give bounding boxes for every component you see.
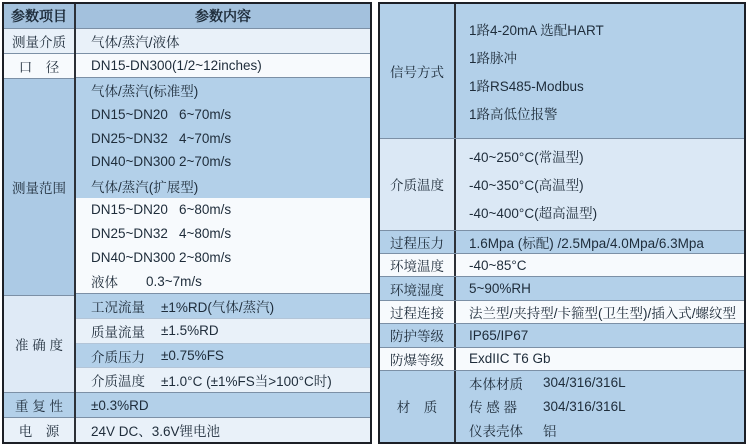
row-value-line	[469, 281, 744, 296]
row-value: 气体/蒸汽/液体	[91, 34, 180, 50]
row-value: 1路脉冲	[469, 51, 518, 67]
row-sublabel: DN15~DN20	[91, 106, 168, 122]
table-section	[380, 4, 744, 138]
right-parameter-table	[378, 2, 746, 444]
section-label-text: 口 径	[18, 60, 60, 75]
row-sublabel: DN25~DN32	[91, 130, 168, 146]
table-row	[76, 367, 370, 392]
section-label	[380, 231, 456, 253]
row-value: ±1.0°C (±1%FS当>100°C时)	[161, 374, 332, 390]
section-content	[456, 301, 744, 323]
section-label-text: 准 确 度	[14, 338, 63, 353]
section-content	[456, 371, 744, 442]
section-label-text: 电 源	[18, 424, 60, 439]
table-row	[76, 126, 370, 150]
row-value: IP65/IP67	[469, 327, 529, 343]
section-label-text: 测量介质	[12, 35, 66, 50]
row-value: 4~80m/s	[179, 225, 232, 241]
row-value: 304/316/316L	[543, 375, 626, 391]
section-label	[380, 277, 456, 299]
section-label-text: 环境温度	[390, 259, 444, 275]
table-section	[380, 323, 744, 346]
row-value-line	[469, 258, 744, 273]
section-content	[456, 231, 744, 253]
row-sublabel: DN40~DN300	[91, 249, 176, 265]
table-section	[380, 253, 744, 276]
row-sublabel: 介质温度	[91, 374, 145, 390]
section-label	[4, 78, 74, 295]
row-value: 1路4-20mA 选配HART	[469, 23, 604, 39]
section-label-text: 防护等级	[390, 329, 444, 345]
table-row	[76, 293, 370, 318]
row-value-line	[469, 43, 744, 71]
row-value: 304/316/316L	[543, 398, 626, 414]
table-row	[76, 28, 370, 53]
section-label-text: 环境湿度	[390, 282, 444, 298]
row-sublabel: 本体材质	[469, 376, 523, 392]
row-value: 2~70m/s	[179, 154, 232, 170]
column-header-label: 参数内容	[195, 7, 251, 24]
row-sublabel: DN15~DN20	[91, 202, 168, 218]
table-row	[76, 77, 370, 102]
section-content	[456, 348, 744, 370]
table-row	[76, 198, 370, 222]
section-label	[4, 28, 74, 53]
table-row	[76, 53, 370, 78]
row-sublabel: 传 感 器	[469, 400, 518, 416]
parameter-content-column	[76, 4, 370, 442]
row-value: 气体/蒸汽(扩展型)	[91, 179, 199, 195]
section-label	[4, 417, 74, 442]
row-value: 4~70m/s	[179, 130, 232, 146]
table-row	[76, 417, 370, 442]
section-label	[4, 392, 74, 417]
table-row	[76, 392, 370, 417]
section-label-text: 材 质	[396, 400, 438, 416]
section-label-text: 重 复 性	[14, 399, 63, 414]
row-value: 法兰型/夹持型/卡箍型(卫生型)/插入式/螺纹型	[469, 306, 736, 322]
row-value: -40~400°C(超高温型)	[469, 206, 598, 222]
table-row	[76, 318, 370, 343]
row-value-line	[469, 351, 744, 366]
section-label	[380, 139, 456, 229]
row-value-line	[469, 170, 744, 198]
section-label-text: 测量范围	[12, 181, 66, 196]
section-label-text: 信号方式	[390, 65, 444, 81]
table-section	[380, 370, 744, 442]
section-content	[456, 254, 744, 276]
table-section	[380, 347, 744, 370]
table-row	[76, 150, 370, 174]
column-header-content	[76, 4, 370, 28]
table-row	[76, 269, 370, 293]
table-section	[380, 138, 744, 229]
column-header-item	[4, 4, 74, 28]
row-value: 1路高低位报警	[469, 107, 558, 123]
row-value: 6~80m/s	[179, 202, 232, 218]
row-value: 6~70m/s	[179, 106, 232, 122]
row-value: 1.6Mpa (标配) /2.5Mpa/4.0Mpa/6.3Mpa	[469, 235, 704, 251]
table-row	[76, 174, 370, 198]
parameter-label-column	[4, 4, 76, 442]
table-row	[76, 221, 370, 245]
row-value: 0.3~7m/s	[146, 273, 202, 289]
row-sublabel: 工况流量	[91, 299, 145, 315]
row-value: -40~350°C(高温型)	[469, 178, 584, 194]
table-section	[380, 276, 744, 299]
row-sublabel: 介质压力	[91, 349, 145, 365]
row-value: -40~250°C(常温型)	[469, 150, 584, 166]
row-value-line	[469, 15, 744, 43]
section-content	[456, 4, 744, 138]
section-label	[380, 348, 456, 370]
row-value: ±0.3%RD	[91, 397, 149, 413]
row-value-line	[469, 418, 744, 442]
left-parameter-table	[2, 2, 372, 444]
row-value-line	[469, 302, 744, 322]
table-section	[380, 230, 744, 253]
row-value: 铝	[543, 424, 557, 440]
section-label	[380, 4, 456, 138]
section-content	[456, 139, 744, 229]
row-value: -40~85°C	[469, 257, 527, 273]
row-value: ±1%RD(气体/蒸汽)	[161, 299, 275, 315]
row-sublabel: DN25~DN32	[91, 225, 168, 241]
row-sublabel: 质量流量	[91, 324, 145, 340]
row-value: 5~90%RH	[469, 281, 531, 297]
row-value: ±1.5%RD	[161, 323, 219, 339]
row-value-line	[469, 395, 744, 419]
row-sublabel: 液体	[91, 275, 118, 291]
section-label-text: 过程压力	[390, 235, 444, 251]
section-label	[4, 53, 74, 78]
row-value: 24V DC、3.6V锂电池	[91, 423, 221, 439]
row-value: 1路RS485-Modbus	[469, 79, 584, 95]
table-row	[76, 343, 370, 368]
row-value: 2~80m/s	[179, 249, 232, 265]
row-value-line	[469, 198, 744, 226]
section-label-text: 过程连接	[390, 306, 444, 322]
row-value: 气体/蒸汽(标准型)	[91, 84, 199, 100]
table-section	[380, 300, 744, 323]
row-value: ±0.75%FS	[161, 348, 224, 363]
row-value: ExdIIC T6 Gb	[469, 351, 551, 367]
section-content	[456, 324, 744, 346]
row-value-line	[469, 371, 744, 395]
table-row	[76, 102, 370, 126]
row-value-line	[469, 71, 744, 99]
row-sublabel: 仪表壳体	[469, 424, 523, 440]
column-header-label: 参数项目	[11, 8, 67, 24]
section-label-text: 防爆等级	[390, 352, 444, 368]
row-value-line	[469, 99, 744, 127]
section-label	[4, 295, 74, 392]
row-sublabel: DN40~DN300	[91, 154, 176, 170]
section-label	[380, 254, 456, 276]
row-value-line	[469, 142, 744, 170]
row-value-line	[469, 328, 744, 343]
table-row	[76, 245, 370, 269]
row-value-line	[469, 232, 744, 252]
section-label	[380, 371, 456, 442]
section-label-text: 介质温度	[390, 178, 444, 194]
section-label	[380, 301, 456, 323]
section-label	[380, 324, 456, 346]
section-content	[456, 277, 744, 299]
row-value: DN15-DN300(1/2~12inches)	[91, 58, 262, 74]
